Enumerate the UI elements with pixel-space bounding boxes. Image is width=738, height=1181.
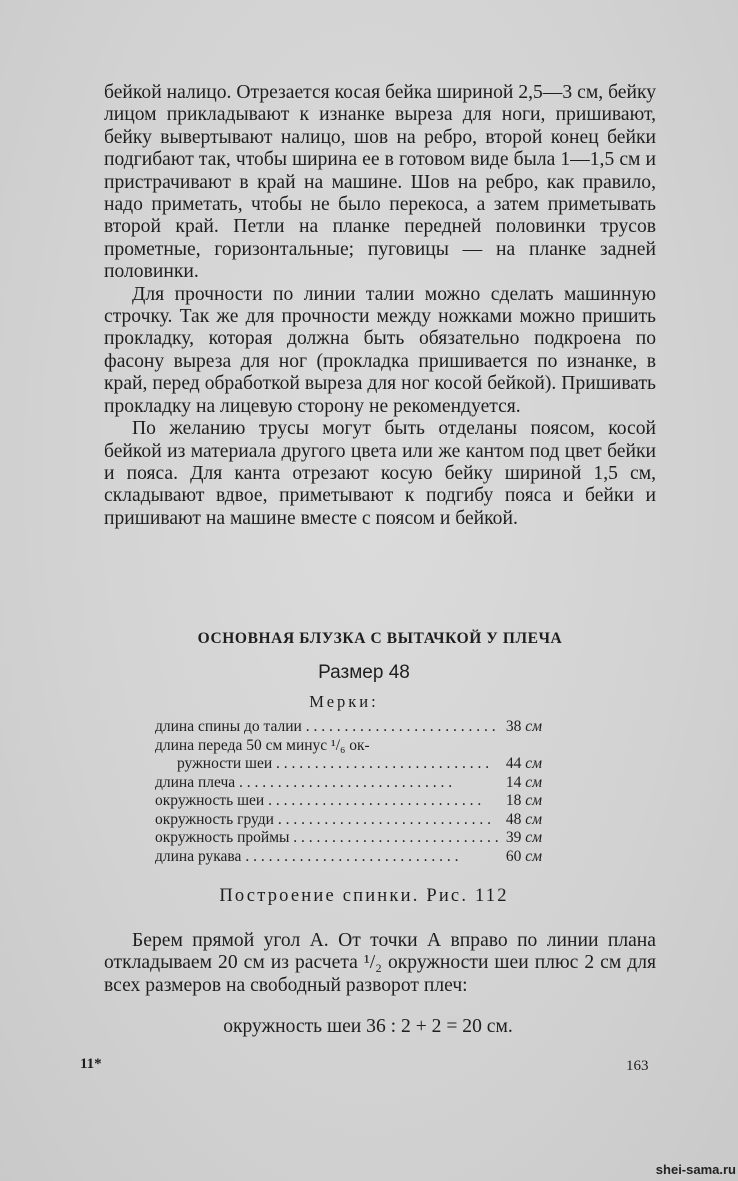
measurement-label: длина рукава . . . xyxy=(155,848,500,867)
measurements-list xyxy=(155,718,542,866)
size-line: Размер 48 xyxy=(318,662,410,683)
paragraph-3: По желанию трусы могут быть отделаны поясом, косой бейкой из материала другого цвета или же кантом под цвет бейки и пояса. Для канта отрезают косую бейку шириной 1,5 см, складывают вдвое, приметывают к подгибу пояса и бейки и пришивают на машине вместе с поясом и бейкой. xyxy=(104,418,656,529)
page-number: 163 xyxy=(626,1058,649,1074)
measurement-value: 60 см xyxy=(505,847,542,865)
measurement-value: 38 см xyxy=(505,718,542,735)
measurement-row xyxy=(155,811,542,830)
measurement-label: окружность проймы . . . xyxy=(155,829,500,848)
measurement-row xyxy=(155,848,542,867)
measurement-label: ружности шеи . . . xyxy=(155,755,500,774)
measurement-value: 39 см xyxy=(505,829,542,846)
measurement-label: длина спины до талии . . . xyxy=(155,718,500,737)
measurement-label: окружность шеи . . . xyxy=(155,792,500,811)
paragraph-1: бейкой налицо. Отрезается косая бейка шириной 2,5—3 см, бейку лицом прикладывают к изнанке выреза для ноги, пришивают, бейку вывертывают налицо, шов на ребро, второй конец бейки подгибают так, чтобы ширина ее в готовом виде была 1—1,5 см и пристрачивают в край на машине. Шов на ребро, как правило, надо приметать, чтобы не было перекоса, а затем приметывать второй край. Петли на планке передней половинки трусов прометные, горизонтальные; пуговицы — на планке задней половинки. xyxy=(104,82,656,283)
measurement-row xyxy=(155,755,542,774)
section-title: ОСНОВНАЯ БЛУЗКА С ВЫТАЧКОЙ У ПЛЕЧА xyxy=(197,630,563,647)
measurement-row xyxy=(155,829,542,848)
measurement-label: длина плеча . . . xyxy=(155,774,500,793)
body-text-bottom xyxy=(104,930,656,997)
watermark: shei-sama.ru xyxy=(655,1162,736,1177)
measurement-value xyxy=(536,737,542,756)
paragraph-4: Берем прямой угол А. От точки А вправо по линии плана откладываем 20 см из расчета ¹/₂ окружности шеи плюс 2 см для всех размеров на свободный разворот плеч: xyxy=(104,930,656,996)
body-text-top xyxy=(104,82,656,530)
measurement-label: длина переда 50 см минус ¹/₆ ок- xyxy=(155,736,370,754)
measurement-row xyxy=(155,718,542,737)
measurement-value: 18 см xyxy=(505,792,542,809)
measurement-row xyxy=(155,737,542,756)
construction-title: Построение спинки. Рис. 112 xyxy=(219,886,509,906)
measurement-label: окружность груди . . . xyxy=(155,811,500,830)
formula: окружность шеи 36 : 2 + 2 = 20 см. xyxy=(223,1016,513,1037)
measurement-value: 44 см xyxy=(505,755,542,772)
signature-mark: 11* xyxy=(80,1056,102,1072)
paragraph-2: Для прочности по линии талии можно сделать машинную строчку. Так же для прочности между ножками можно пришить прокладку, которая должна быть обязательно подкроена по фасону выреза для ног (прокладка пришивается по изнанке, в край, перед обработкой выреза для ног косой бейкой). Пришивать прокладку на лицевую сторону не рекомендуется. xyxy=(104,283,656,417)
measurement-value: 14 см xyxy=(505,773,542,791)
measurement-row xyxy=(155,792,542,811)
measurement-row xyxy=(155,774,542,793)
measurements-heading: Мерки: xyxy=(309,692,379,711)
measurement-value: 48 см xyxy=(505,810,542,828)
